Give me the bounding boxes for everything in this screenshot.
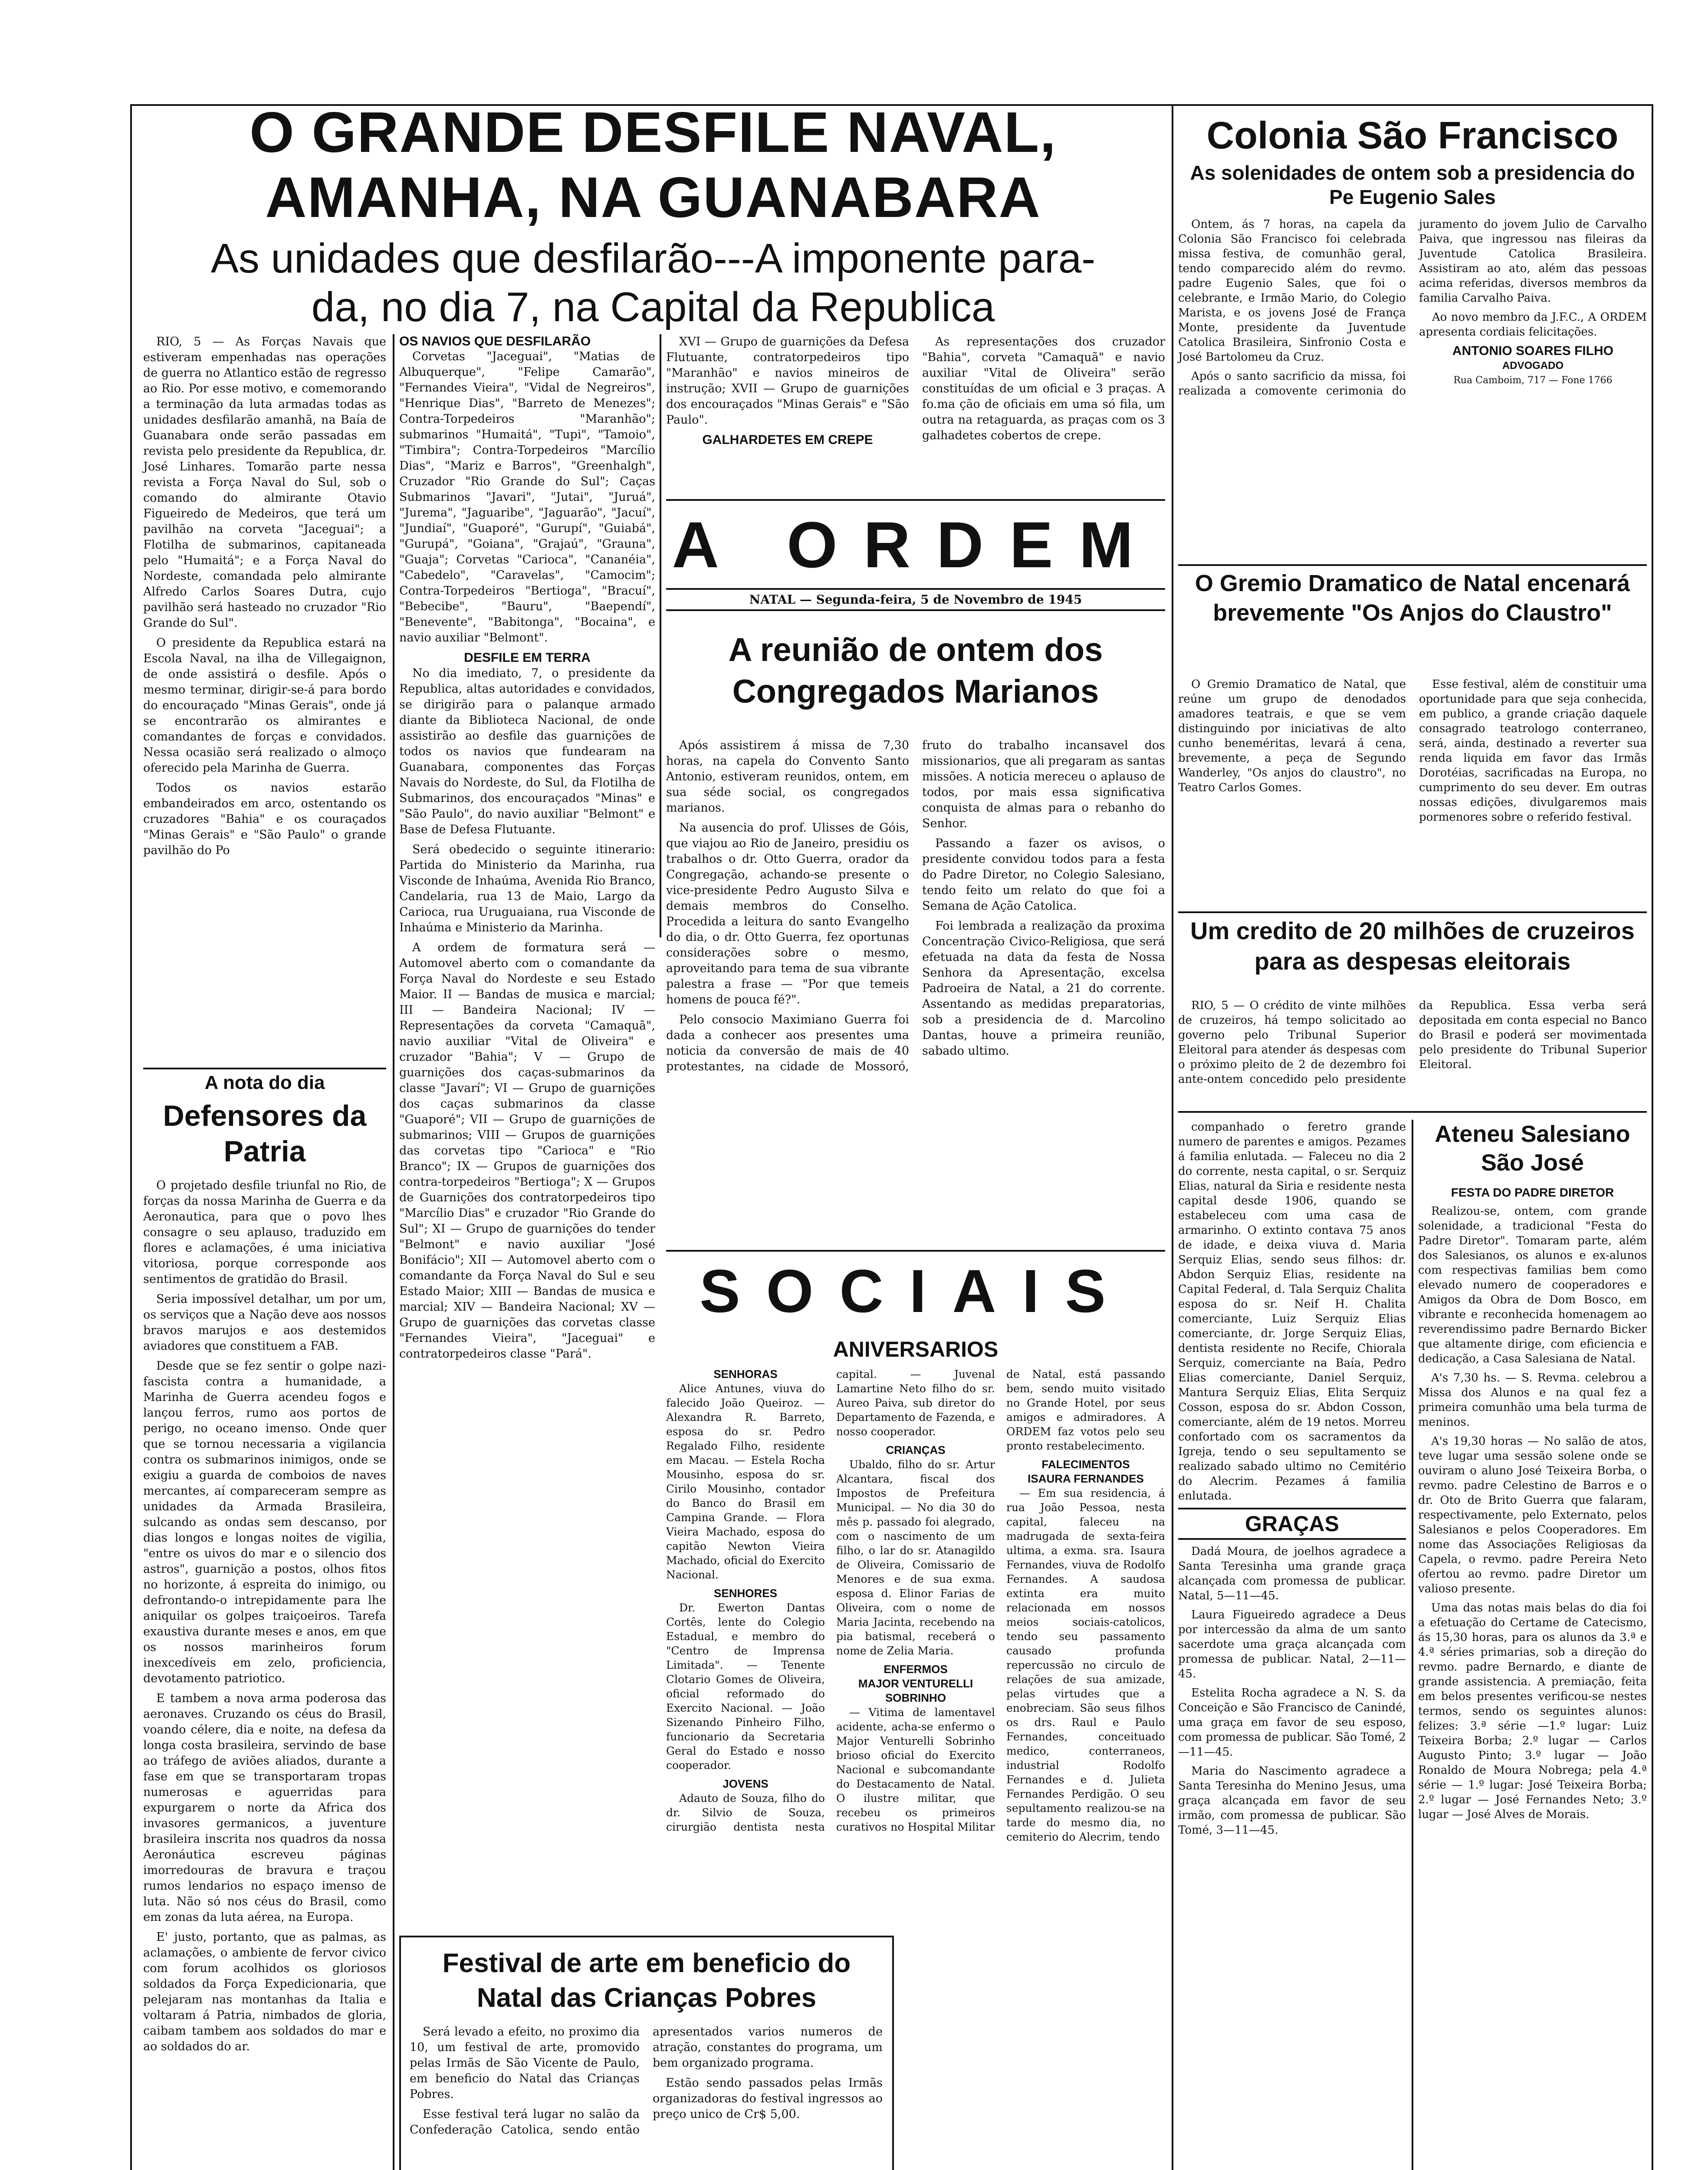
festival-line1: Festival de arte em beneficio do: [442, 1948, 851, 1978]
festival-body2: Esse festival terá lugar no salão da Confederação Catolica, sendo então apresentados varios numeros de atração, constantes do programa, um bem organizado programa.: [410, 2025, 883, 2137]
col5-divider3: [1178, 1111, 1647, 1113]
congregados-line2: Congregados Marianos: [732, 673, 1099, 710]
sociais-subtitle: ANIVERSARIOS: [833, 1337, 999, 1361]
col2-article: [399, 334, 655, 1366]
falecimentos-label: FALECIMENTOS: [1041, 1458, 1130, 1471]
main-deck-line1: As unidades que desfilarão---A imponente para-: [210, 235, 1096, 282]
col1-divider: [143, 1068, 386, 1069]
col3-body2: As representações dos cruzador "Bahia", corveta "Camaquã" e navio auxiliar "Vital de Oliveira" serão constituídas de um oficial e 3 praças. A fo.ma ção de oficiais em uma só fila, um outra na retaguarda, as praças com os 3 galhadetes cobertos de crepe.: [922, 335, 1165, 442]
main-deck-line2: da, no dia 7, na Capital da Republica: [311, 284, 995, 330]
enfermos-body: — Vitima de lamentavel acidente, acha-se enfermo o Major Venturelli Sobrinho brioso oficial do Exercito Nacional e subcomandante do Destacamento de Natal. O ilustre militar, que recebeu os primeiros curativos no Hospital Militar de Natal, está passando bem, sendo muito visitado no Grande Hotel, por seus amigos e admiradores. A ORDEM faz votos pelo seu pronto restabelecimento.: [836, 1368, 1165, 1833]
festival-headline: [401, 1946, 892, 2015]
col1-body3: Todos os navios estarão embandeirados em arco, ostentando os cruzadores "Bahia" e os couraçados "Minas Gerais" e "São Paulo" o grande pavilhão do Po: [143, 781, 386, 857]
gracas-body1: Dadá Moura, de joelhos agradece a Santa Teresinha uma grande graça alcançada com promessa de publicar. Natal, 5—11—45.: [1178, 1545, 1406, 1602]
gracas-body4: Maria do Nascimento agradece a Santa Teresinha do Menino Jesus, uma graça alcançada em favor de seu irmão, com promessa de publicar. São Tomé, 3—11—45.: [1178, 1765, 1406, 1837]
gremio-body1: O Gremio Dramatico de Natal, que reúne um grupo de denodados amadores teatrais, e que se vem distinguindo por iniciativas de alto cunho beneméritas, levará á cena, brevemente, a peça de Segundo Wanderley, "Os anjos do claustro", no Teatro Carlos Gomes.: [1178, 678, 1406, 794]
col2-subtitle: DESFILE EM TERRA: [464, 651, 591, 665]
col1-body: RIO, 5 — As Forças Navais que estiveram empenhadas nas operações de guerra no Atlantico estão de regresso ao Rio. Por esse motivo, e comemorando a terminação da luta armadas todas as unidades desfilarão amanhã, na Baía de Guanabara onde serão passadas em revista pelo presidente da Republica, dr. José Linhares. Tomarão parte nessa revista a Força Naval do Sul, sob o comando do almirante Otavio Figueiredo de Medeiros, que terá um pavilhão na corveta "Jaceguai"; a Flotilha de submarinos, capitaneada pelo "Humaitá"; e a Força Naval do Nordeste, comandada pelo almirante Alfredo Carlos Soares Dutra, cujo pavilhão será hasteado no cruzador "Rio Grande do Sul".: [143, 335, 386, 630]
colonia-subtitle: As solenidades de ontem sob a presidencia do Pe Eugenio Sales: [1190, 161, 1635, 208]
column-rule-main: [1172, 104, 1173, 2170]
sociais-title: SOCIAIS: [700, 1257, 1132, 1325]
gremio-body: [1178, 677, 1647, 825]
credito-title: Um credito de 20 milhões de cruzeiros para as despesas eleitorais: [1190, 917, 1635, 975]
ad-sub: ADVOGADO: [1502, 360, 1564, 372]
falecido-col: [1178, 1120, 1406, 1842]
col5-divider2: [1178, 911, 1647, 913]
masthead-title: A ORDEM: [672, 508, 1159, 581]
gremio-body2: Esse festival, além de constituir uma oportunidade para que seja conhecida, em publico, a grande criação daquele consagrado teatrologo conterraneo, será, ainda, destinado a reverter sua renda liquida em favor das Irmãs Dorotéias, sacrificadas na Europa, no cumprimento do seu dever. Em outras nossas edições, divulgaremos mais pormenores sobre o referido festival.: [1419, 678, 1647, 824]
jovens-label: JOVENS: [723, 1777, 769, 1790]
colonia-body2: Após o santo sacrificio da missa, foi realizada a comovente cerimonia do juramento do jovem Julio de Carvalho Paiva, que ingressou nas fileiras da Juventude Catolica Brasileira. Assistiram ao ato, além das pessoas acima referidas, diversos membros da familia Carvalho Paiva.: [1178, 218, 1647, 398]
congregados-body2: Na ausencia do prof. Ulisses de Góis, que viajou ao Rio de Janeiro, presidiu os trabalhos o dr. Otto Guerra, orador da Congregação, achando-se presente o vice-presidente Pedro Augusto Silva e demais membros do Conselho. Procedida a leitura do santo Evangelho do dia, o dr. Otto Guerra, fez oportunas considerações sobre o mesmo, aproveitando para tema de sua vibrante palestra a frase — "Por que temeis homens de pouca fé?".: [666, 821, 909, 1006]
col2-body4: A ordem de formatura será — Automovel aberto com o comandante da Força Naval do Nordeste e seu Estado Maior. II — Bandas de musica e marcial; III — Bandeira Nacional; IV — Representações da corveta "Camaquã", navio auxiliar "Vital de Oliveira" e cruzador "Bahia"; V — Grupo de guarnições dos caças-submarinos da classe "Javarí"; VI — Grupo de guarnições dos caças submarinos da classe "Guaporé"; VII — Grupo de guarnições de submarinos; VIII — Grupos de guarnições das corvetas tipo "Carioca" e "Rio Branco"; IX — Grupos de guarnições dos contra-torpedeiros "Bertioga"; X — Grupos de Guarnições dos contratorpedeiros tipo "Marcílio Dias" e cruzador "Rio Grande do Sul"; XI — Grupo de guarnições do tender "Belmont" e navio auxiliar "José Bonifácio"; XII — Automovel aberto com o comandante da Força Naval do Sul e seu Estado Maior; XIII — Bandas de musica e marcial; XIV — Bandeira Nacional; XV — Grupo de guarnições das corvetas classe "Fernandes Vieira", "Jaceguai" e contratorpedeiros classe "Pará".: [399, 941, 655, 1361]
enfermos-title: MAJOR VENTURELLI SOBRINHO: [858, 1677, 973, 1704]
ateneu-title: Ateneu Salesiano São José: [1435, 1121, 1630, 1176]
senhores-label: SENHORES: [714, 1587, 777, 1600]
nota-body5: E' justo, portanto, que as palmas, as aclamações, o ambiente de fervor civico com forum acolhidos os gloriosos soldados da Força Expedicionaria, que pelejaram nas montanhas da Italia e voltaram á Patria, nimbados de gloria, caibam tambem aos soldados do mar e ao soldados do ar.: [143, 1930, 386, 2053]
ad-addr: Rua Camboim, 717 — Fone 1766: [1453, 375, 1613, 386]
colonia-body3: Ao novo membro da J.F.C., A ORDEM apresenta cordiais felicitações.: [1419, 311, 1647, 339]
falecimentos-body: — Em sua residencia, á rua João Pessoa, nesta capital, faleceu na madrugada de sexta-feira ultima, a exma. sra. Isaura Fernandes, viuva de Rodolfo Fernandes. A saudosa extinta era muito relacionada em nossos meios sociais-catolicos, tendo seu passamento causado profunda repercussão no circulo de relações de sua amizade, pelas virtudes que a enobreciam. São seus filhos os drs. Raul e Paulo Fernandes, conceituado medico, conterraneos, industrial Rodolfo Fernandes e d. Julieta Fernandes Perdigão. O seu sepultamento realizou-se na tarde do mesmo dia, no cemiterio do Alecrim, tendo: [1006, 1487, 1165, 1843]
column-rule-1: [393, 334, 394, 2170]
col1-article: [143, 334, 386, 863]
nota-title: Defensores da Patria: [163, 1099, 367, 1168]
ateneu-body4: Uma das notas mais belas do dia foi a efetuação do Certame de Catecismo, ás 15,30 horas, para os alunos da 3.ª e 4.ª séries primarias, sob a direção do revmo. padre Bernardo, e diante de grande assistencia. A premiação, feita em belos presentes verificou-se nestes termos, sendo os seguintes alunos: felizes: 3.ª série —1.º lugar: Luiz Teixeira Borba; 2.º lugar — Carlos Augusto Pinto; 3.º lugar — João Ronaldo de Moura Nobrega; pela 4.ª série — 1.º lugar: José Teixeira Borba; 2.º lugar — José Fernandes Neto; 3.º lugar — José Alves de Morais.: [1418, 1601, 1647, 1821]
col3-body: XVI — Grupo de guarnições da Defesa Flutuante, contratorpedeiros tipo "Maranhão" e navios mineiros de instrução; XVII — Grupo de guarnições dos encouraçados "Minas Gerais" e "São Paulo".: [666, 335, 909, 427]
col2-body2: No dia imediato, 7, o presidente da Republica, altas autoridades e convidados, se dirigirão para o palanque armado diante da Biblioteca Nacional, de onde assistirão ao desfile das guarnições de todos os navios que fundearam na Guanabara, componentes das Forças Navais do Nordeste, do Sul, da Flotilha de Submarinos, dos encouraçados "Minas" e "São Paulo", do navio auxiliar "Belmont" e Base de Defesa Flutuante.: [399, 667, 655, 836]
main-deck: [139, 234, 1167, 332]
congregados-headline: [666, 629, 1165, 713]
congregados-body5: Foi lembrada a realização da proxima Concentração Civico-Religiosa, que será efetuada na data da festa de Nossa Senhora da Apresentação, excelsa Padroeira de Natal, a 21 do corrente. Assentando as medidas preparatorias, sob a presidencia de d. Marcolino Dantas, houve a primeira reunião, sabado ultimo.: [922, 919, 1165, 1058]
col2-body: Corvetas "Jaceguai", "Matias de Albuquerque", "Felipe Camarão", "Fernandes Vieira", "Vidal de Negreiros", "Henrique Dias", "Barreto de Menezes"; Contra-Torpedeiros "Maranhão"; submarinos "Humaitá", "Tupi", "Tamoio", "Timbira"; Contra-Torpedeiros "Marcílio Dias", "Mariz e Barros", "Greenhalgh", Cruzador "Rio Grande do Sul"; Caças Submarinos "Javari", "Jutai", "Juruá", "Jurema", "Jaguaribe", "Jaguarão", "Jacuí", "Jundiaí", "Guaporé", "Gurupí", "Guiabá", "Gurupá", "Goiana", "Grajaú", "Grauna", "Guaja"; Corvetas "Carioca", "Cananéia", "Cabedelo", "Caravelas", "Camocim"; Contra-Torpedeiros "Bertioga", "Bracuí", "Bebecibe", "Bauru", "Baependí", "Benevente", "Babitonga", "Bocaina", e navio auxiliar "Belmont".: [399, 350, 655, 644]
falecido-body: companhado o feretro grande numero de parentes e amigos. Pezames á familia enlutada. — Faleceu no dia 2 do corrente, nesta capital, o sr. Serquiz Elias, natural da Siria e residente nesta capital desde 1906, quando se estabeleceu com uma casa de armarinho. O extinto contava 75 anos de idade, e deixa viuva d. Maria Serquiz Elias, sendo seus filhos: dr. Abdon Serquiz Elias, residente na Capital Federal, d. Tala Serquiz Chalita esposa do sr. Neif H. Chalita comerciante, Luiz Serquiz Elias comerciante, dr. Jorge Serquiz Elias, dentista residente no Recife, Chiorala Serquiz, comerciante na Baía, Pedro Elias comerciante, Daniel Serquiz, Mantura Serquiz Elias, Elita Serquiz Cosson, esposa do sr. Abdon Cosson, comerciante, além de 19 netos. Morreu confortado com os sacramentos da Igreja, tendo o seu sepultamento se realizado sabado ultimo no Cemitério do Alecrim. Pezames á familia enlutada.: [1178, 1121, 1406, 1503]
gracas-body3: Estelita Rocha agradece a N. S. da Conceição e São Francisco de Canindé, uma graça em favor de seu esposo, com promessa de publicar. São Tomé, 2—11—45.: [1178, 1687, 1406, 1759]
congregados-body1: Após assistirem á missa de 7,30 horas, na capela do Convento Santo Antonio, estiveram reunidos, ontem, em sua séde social, os congregados marianos.: [666, 739, 909, 815]
ateneu-body1: Realizou-se, ontem, com grande solenidade, a tradicional "Festa do Padre Diretor". Tomaram parte, além dos Salesianos, os alunos e ex-alunos com respectivas familias bem como elevado numero de cooperadores e Amigos da Obra de Dom Bosco, em vibrante e reconhecida homenagem ao reverendissimo padre Bernardo Bicker que altamente dirige, com eficiencia e dedicação, a Casa Salesiana de Natal.: [1418, 1205, 1647, 1365]
gracas-body2: Laura Figueiredo agradece a Deus por intercessão da alma de um santo sacerdote uma graça alcançada com promessa de publicar. Natal, 2—11—45.: [1178, 1608, 1406, 1680]
sociais-body: [666, 1367, 1165, 1844]
col2-body-wrap: [399, 349, 655, 1362]
congregados-body3: Pelo consocio Maximiano Guerra foi dada a conhecer aos presentes uma noticia da conversão de mais de 40 protestantes, na cidade de Mossoró, fruto do trabalho incansavel dos missionarios, que ali pregaram as santas missões. A noticia mereceu o aplauso de todos, por mais essa significativa conquista de almas para o rebanho do Senhor.: [666, 739, 1165, 1073]
gremio-title: O Gremio Dramatico de Natal encenará brevemente "Os Anjos do Claustro": [1195, 570, 1630, 626]
senhoras-label: SENHORAS: [713, 1368, 778, 1381]
col3-subtitle: GALHARDETES EM CREPE: [702, 433, 873, 447]
col5-divider1: [1178, 564, 1647, 566]
col2-body3: Será obedecido o seguinte itinerario: Partida do Ministerio da Marinha, rua Visconde de Inhaúma, Avenida Rio Branco, Candelaria, rua 13 de Maio, Largo da Carioca, rua Uruguaiana, rua Visconde de Inhaúma e Ministerio da Marinha.: [399, 843, 655, 934]
masthead-rule-top: [666, 499, 1165, 501]
colonia-title: Colonia São Francisco: [1206, 114, 1619, 157]
congregados-body: [666, 738, 1165, 1075]
enfermos-label: ENFERMOS: [884, 1663, 948, 1676]
credito-body: [1178, 998, 1647, 1087]
senhoras-body: Alice Antunes, viuva do falecido João Queiroz. — Alexandra R. Barreto, esposa do sr. Pedro Regalado Filho, residente em Macau. — Estela Rocha Mousinho, esposa do sr. Cirilo Mousinho, contador do Banco do Brasil em Campina Grande. — Flora Vieira Machado, esposa do capitão Newton Vieira Machado, oficial do Exercito Nacional.: [666, 1382, 825, 1581]
col3-continuation: [666, 334, 1165, 448]
main-headline-line2: AMANHA, NA GUANABARA: [265, 165, 1041, 229]
ateneu-col: [1418, 1120, 1647, 1826]
nota-body: [143, 1178, 386, 2055]
col1-body2: O presidente da Republica estará na Escola Naval, na ilha de Villegaignon, de onde assistirá o desfile. Após o mesmo terminar, dirigir-se-á para bordo do encouraçado "Minas Gerais", onde já se encontrarão os almirantes e comandantes de forças e convidados. Nessa ocasião será realizado o almoço oferecido pela Marinha de Guerra.: [143, 636, 386, 775]
nota-body4: E tambem a nova arma poderosa das aeronaves. Cruzando os céus do Brasil, voando célere, dia e noite, na defesa da longa costa brasileira, servindo de base ao tráfego de aviões aliados, durante a fase em que se transportaram tropas numerosas e aguerridas para expurgarem o norte da Africa dos invasores germanicos, a juventure brasileira inscrita nos quadros da nossa Aeronáutica escreveu páginas imorredouras de bravura e traçou rumos lendarios no espaço imenso de luta. Não só nos céus do Brasil, como em zonas da luta aérea, na Europa.: [143, 1692, 386, 1924]
nota-kicker: A nota do dia: [204, 1072, 325, 1093]
masthead-dateline: NATAL — Segunda-feira, 5 de Novembro de 1945: [666, 588, 1165, 611]
nota-body3: Desde que se fez sentir o golpe nazi-fascista contra a humanidade, a Marinha de Guerra acendeu fogos e lançou ferros, rumo aos portos de perigo, no oceano imenso. Onde quer que se tornou necessaria a vigilancia contra os submarinos inimigos, onde se exigiu a guarda de comboios de naves mercantes, aí compareceram sempre as unidades da Armada Brasileira, sulcando as ondas sem descanso, por dias longos e longas noites de vigilia, "entre os uivos do mar e o silencio dos astros", guarnição a postos, olhos fitos no horizonte, á espreita do inimigo, ou defrontando-o intrepidamente para lhe aniquilar os golpes traiçoeiros. Tarefa exaustiva durante meses e anos, em que os nossos marinheiros forum inexcedíveis em zelo, proficiencia, devotamento patriotico.: [143, 1359, 386, 1685]
col2-title: OS NAVIOS QUE DESFILARÃO: [399, 334, 591, 349]
festival-body: [410, 2024, 883, 2138]
nota-section: [143, 1072, 386, 2053]
main-headline: [139, 100, 1167, 230]
criancas-body: Ubaldo, filho do sr. Artur Alcantara, fiscal dos Impostos de Prefeitura Municipal. — No dia 30 do mês p. passado foi alegrado, com o nascimento de um filho, o lar do sr. Atanagildo de Oliveira, Comissario de Menores e de sua exma. esposa d. Elinor Farias de Oliveira, com o nome de Maria Jacinta, recebendo na pia batismal, receberá o nome de Zelia Maria.: [836, 1458, 995, 1657]
festival-line2: Natal das Crianças Pobres: [476, 1983, 817, 2013]
ad-name: ANTONIO SOARES FILHO: [1452, 344, 1614, 358]
festival-body1: Será levado a efeito, no proximo dia 10, um festival de arte, promovido pelas Irmãs de São Vicente de Paulo, em beneficio do Natal das Crianças Pobres.: [410, 2025, 640, 2101]
congregados-line1: A reunião de ontem dos: [728, 631, 1103, 668]
sociais-rule: [666, 1250, 1165, 1252]
congregados-body4: Passando a fazer os avisos, o presidente convidou todos para a festa do Padre Diretor, no Colegio Salesiano, tendo feito um relato do que foi a Semana de Ação Catolica.: [922, 837, 1165, 913]
colonia-body: [1178, 217, 1647, 398]
colonia-body1: Ontem, ás 7 horas, na capela da Colonia São Francisco foi celebrada missa festiva, de comunhão geral, tendo comparecido além do revmo. padre Eugenio Sales, que foi o celebrante, e Irmão Mario, do Colegio Marista, e os jovens José de França Monte, presidente da Juventude Catolica Brasileira, Sinfronio Costa e José Bartolomeu da Cruz.: [1178, 218, 1406, 364]
jovens-body: Adauto de Souza, filho do dr. Silvio de Souza, cirurgião dentista nesta capital. — Juvenal Lamartine Neto filho do sr. Aureo Paiva, sub diretor do Departamento de Fazenda, e nosso cooperador.: [666, 1368, 995, 1833]
criancas-label: CRIANÇAS: [886, 1443, 946, 1457]
credito-body1: RIO, 5 — O crédito de vinte milhões de cruzeiros, há tempo solicitado ao governo pelo Tribunal Superior Eleitoral para atender ás despesas com o próximo pleito de 2 de dezembro foi ante-ontem concedido pelo presidente da Republica. Essa verba será depositada em conta especial no Banco do Brasil e poderá ser movimentada pelo presidente do Tribunal Superior Eleitoral.: [1178, 999, 1647, 1086]
main-headline-line1: O GRANDE DESFILE NAVAL,: [250, 100, 1057, 164]
senhores-body: Dr. Ewerton Dantas Cortês, lente do Colegio Estadual, e membro do "Centro de Imprensa Limitada". — Tenente Clotario Gomes de Oliveira, oficial reformado do Exercito Nacional. — João Sizenando Pinheiro Filho, funcionario da Secretaria Geral do Estado e nosso cooperador.: [666, 1601, 825, 1772]
nota-body2: Seria impossível detalhar, um por um, os serviços que a Nação deve aos nossos bravos marujos e aos destemidos aviadores que constituem a FAB.: [143, 1292, 386, 1353]
gracas-title: GRAÇAS: [1178, 1508, 1406, 1540]
ateneu-sub: FESTA DO PADRE DIRETOR: [1451, 1186, 1614, 1199]
ateneu-body-wrap: [1418, 1204, 1647, 1822]
festival-box: [399, 1936, 894, 2170]
ateneu-body3: A's 19,30 horas — No salão de atos, teve lugar uma sessão solene onde se ouviram o aluno José Teixeira Borba, o revmo. padre Celestino de Barros e o dr. Oto de Brito Guerra que falaram, respectivamente, pelo Externato, pelos Salesianos e pelos Cooperadores. Em nome das Associações Religiosas da Capela, o revmo. padre Pereira Neto ofertou ao revmo. padre Diretor um valioso presente.: [1418, 1435, 1647, 1595]
nota-body1: O projetado desfile triunfal no Rio, de forças da nossa Marinha de Guerra e da Aeronautica, para que o povo lhes consagre o seu aplauso, traduzido em flores e aclamações, é uma iniciativa vitoriosa, porque corresponde aos sentimentos de gratidão do Brasil.: [143, 1179, 386, 1286]
column-rule-5: [1412, 1120, 1413, 2170]
column-rule-2: [660, 334, 661, 937]
ateneu-body2: A's 7,30 hs. — S. Revma. celebrou a Missa dos Alunos e na qual fez a primeira comunhão uma bela turma de meninos.: [1418, 1371, 1647, 1429]
falecimentos-title: ISAURA FERNANDES: [1028, 1472, 1144, 1485]
festival-body3: Estão sendo passados pelas Irmãs organizadoras do festival ingressos ao preço unico de Cr$ 5,00.: [653, 2076, 883, 2121]
